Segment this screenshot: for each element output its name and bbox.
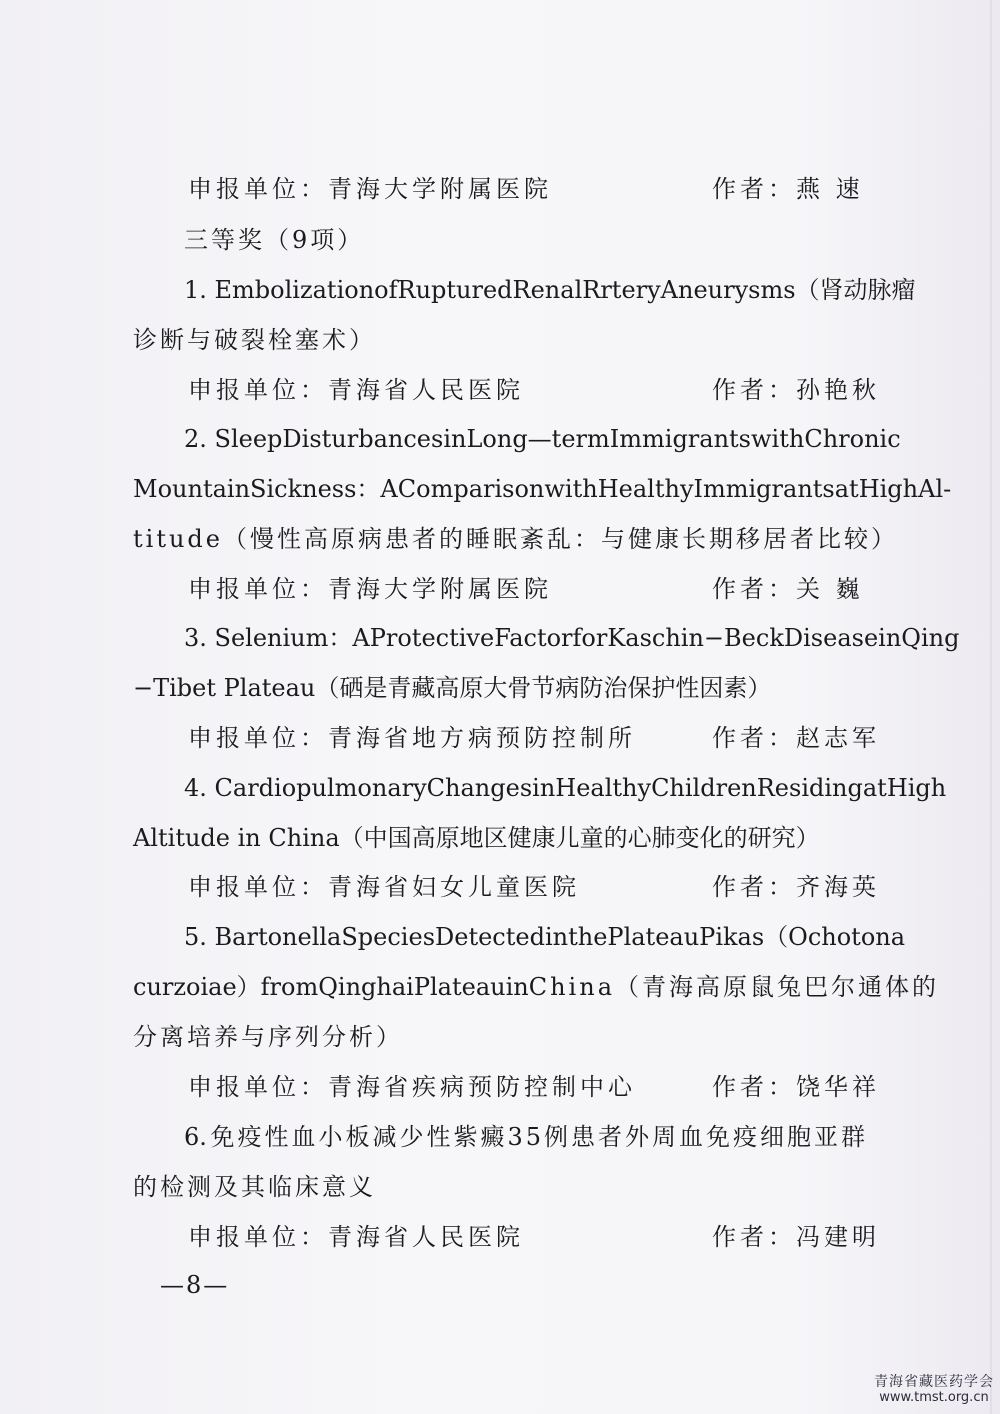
word: 6. [184,1123,207,1151]
author-label: 作者：冯建明 [712,1223,880,1251]
watermark-title: 青海省藏医药学会 [874,1374,994,1390]
word: at [862,774,887,802]
word: the [568,923,608,951]
word: Qinghai [318,973,414,1001]
word: Renal [512,276,583,304]
author-label: 作者：孙艳秋 [712,376,880,404]
word: High [858,475,919,503]
word: at [834,475,859,503]
item-5-line-1 [184,916,906,958]
item-2-line-2 [133,468,952,510]
word: Plateau [413,973,506,1001]
unit-author-line [0,168,1000,210]
word: Disease [783,624,879,652]
author-label: 作者：饶华祥 [712,1073,880,1101]
item-5-line-3: 分离培养与序列分析） [133,1023,403,1051]
word: High [886,774,947,802]
word: Changes [426,774,533,802]
author-label: 作者：燕 速 [712,175,864,203]
word: Sickness：A [250,475,398,503]
item-2-unit-author-line [0,568,1000,610]
author-label: 作者：齐海英 [712,873,880,901]
word: Kaschin−Beck [607,624,784,652]
item-4-line-1 [184,767,947,809]
word: Residing [756,774,863,802]
author-label: 作者：赵志军 [712,724,880,752]
word: 2. Sleep [184,425,283,453]
page-number: —8— [160,1271,230,1299]
word: 4. Cardiopulmonary [184,774,427,802]
unit-label: 申报单位：青海省疾病预防控制中心 [188,1073,636,1101]
word: Healthy [555,774,652,802]
word: Chronic [804,425,901,453]
word: Immigrants [609,425,751,453]
word: of [374,276,398,304]
item-4-unit-author-line [0,866,1000,908]
item-2-line-1 [184,418,901,460]
unit-label: 申报单位：青海省人民医院 [188,1223,524,1251]
word: Long—term [466,425,610,453]
word: curzoiae）from [133,973,319,1001]
word: in [544,923,569,951]
word: with [751,425,805,453]
site-watermark [874,1374,994,1406]
word: Aneurysms（肾动脉瘤 [660,276,916,304]
word: in [443,425,467,453]
word: Rrtery [582,276,661,304]
unit-label: 申报单位：青海大学附属医院 [188,175,552,203]
item-3-line-2: −Tibet Plateau（硒是青藏高原大骨节病防治保护性因素） [133,674,772,702]
word: Al- [918,475,952,503]
word: Plateau [607,923,700,951]
word: Detected [435,923,545,951]
word: Disturbances [282,425,444,453]
item-5-line-2 [133,966,939,1008]
unit-label: 申报单位：青海省妇女儿童医院 [188,873,580,901]
item-2-line-3: titude（慢性高原病患者的睡眠紊乱：与健康长期移居者比较） [133,525,898,553]
item-3-unit-author-line [0,717,1000,759]
word: Immigrants [693,475,835,503]
word: for [572,624,608,652]
item-3-line-1 [184,617,960,659]
word: Factor [494,624,573,652]
word: with [544,475,598,503]
unit-label: 申报单位：青海省地方病预防控制所 [188,724,636,752]
word: 1. Embolization [184,276,375,304]
item-4-line-2: Altitude in China（中国高原地区健康儿童的心肺变化的研究） [133,824,820,852]
item-6-line-2: 的检测及其临床意义 [133,1173,376,1201]
section-heading: 三等奖（9项） [184,226,365,254]
word: 5. Bartonella [184,923,342,951]
word: Healthy [597,475,694,503]
word: in [532,774,556,802]
word: Species [341,923,436,951]
word: Qing [901,624,960,652]
word: Children [651,774,757,802]
watermark-url: www.tmst.org.cn [879,1390,989,1405]
word: China（青海高原鼠兔巴尔通体的 [528,973,939,1001]
unit-label: 申报单位：青海省人民医院 [188,376,524,404]
word: in [878,624,902,652]
item-6-line-1 [184,1116,868,1158]
word: Protective [369,624,495,652]
item-5-unit-author-line [0,1066,1000,1108]
word: Mountain [133,475,251,503]
word: Ruptured [397,276,513,304]
word: Pikas（Ochotona [699,923,906,951]
word: in [505,973,529,1001]
author-label: 作者：关 巍 [712,575,864,603]
item-6-unit-author-line [0,1216,1000,1258]
unit-label: 申报单位：青海大学附属医院 [188,575,552,603]
item-1-line-2: 诊断与破裂栓塞术） [133,326,376,354]
word: Comparison [397,475,545,503]
item-1-line-1 [184,269,916,311]
word: 3. Selenium：A [184,624,370,652]
word: 免疫性血小板减少性紫癜35例患者外周血免疫细胞亚群 [210,1123,868,1151]
item-1-unit-author-line [0,369,1000,411]
